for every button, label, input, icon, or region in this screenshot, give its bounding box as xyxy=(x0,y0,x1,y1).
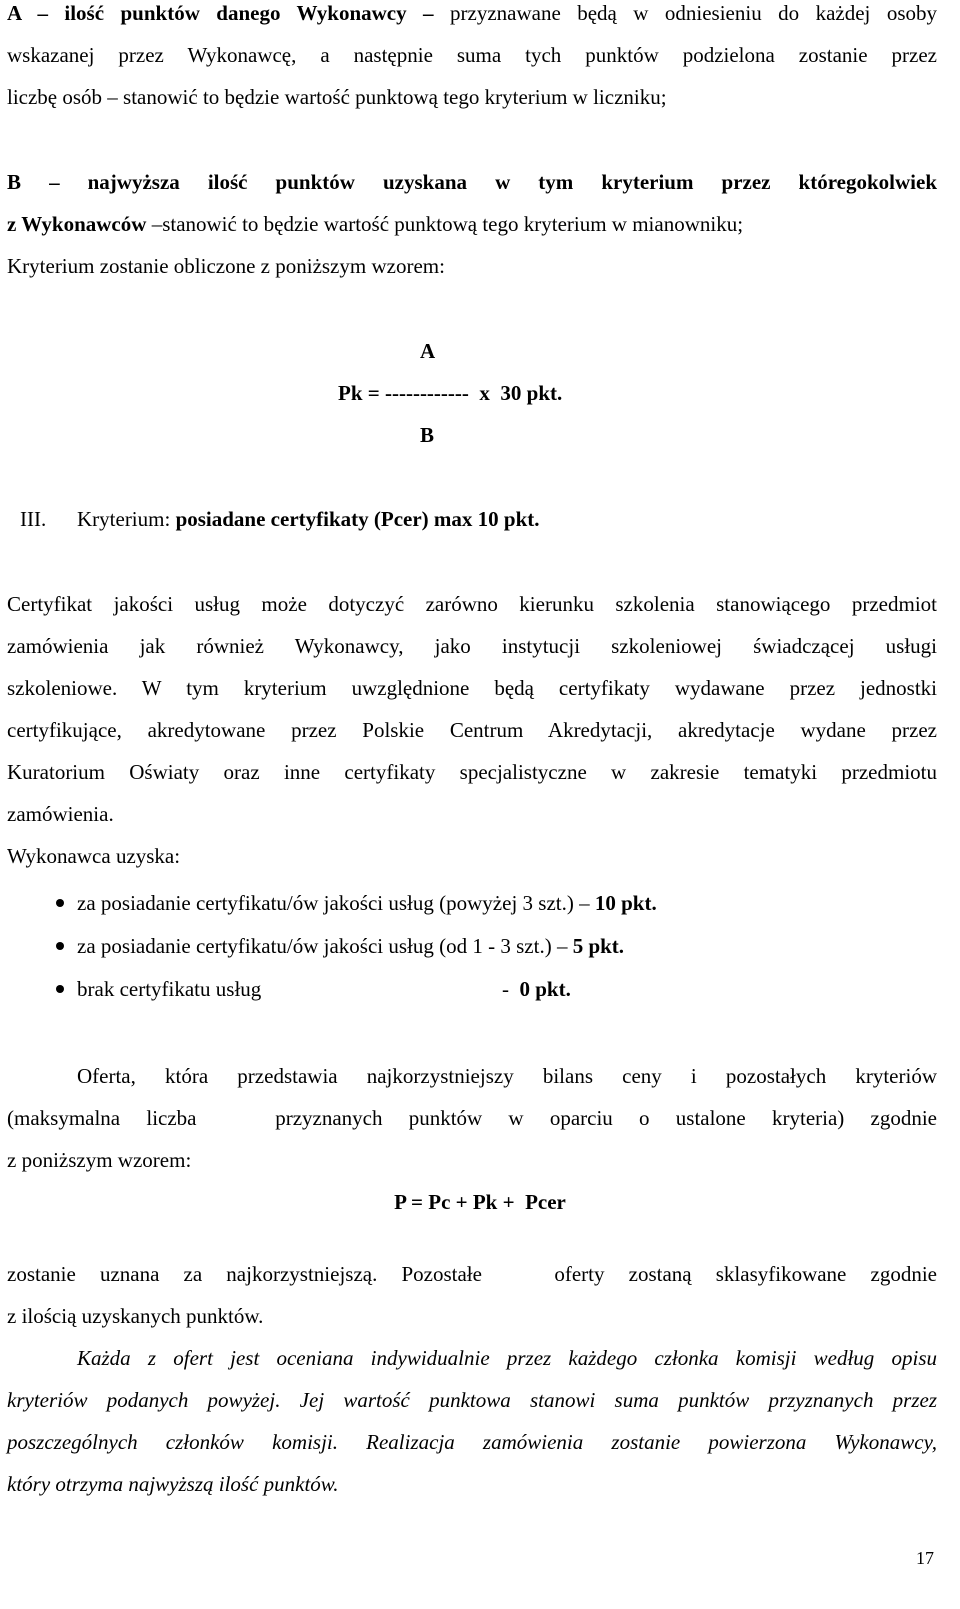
page-number: 17 xyxy=(916,1548,934,1568)
formula-denominator: B xyxy=(420,423,435,447)
bullet-icon xyxy=(56,942,64,950)
document-page: A – ilość punktów danego Wykonawcy – przyznawane będą w odniesieniu do każdej osoby wskazanej przez Wykonawcę, a następnie suma tych punktów podzielona zostanie przez liczbę osób – stanowić to będzie wartość punktową tego kryterium w liczniku; B – najwyższa ilość punktów uzyskana w tym kryterium przez któregokolwiek z Wykonawców –stanowić to będzie wartość punktową tego kryterium w mianowniku; Kryterium zostanie obliczone z poniższym wzorem: A Pk = ------------ x 30 pkt. B III. Kryterium: posiadane certyfikaty (Pcer) max 10 pkt. Certyfikat jakości usług może dotyczyć zarówno kierunku szkolenia stanowiącego przedmiot zamówienia jak również Wykonawcy, jako instytucji szkoleniowej świadczącej usługi szkoleniowe. W tym kryterium uwzględnione będą certyfikaty wydawane przez jednostki certyfikujące, akredytowane przez Polskie Centrum Akredytacji, akredytacje wydane przez Kuratorium Oświaty oraz inne certyfikaty specjalistyczne w zakresie tematyki przedmiotu zamówienia. Wykonawca uzyska: za posiadanie certyfikatu/ów jakości usług (powyżej 3 szt.) – 10 pkt. za posiadanie certyfikatu/ów jakości usług (od 1 - 3 szt.) – 5 pkt. brak certyfikatu usług - 0 pkt. Oferta, która przedstawia najkorzystniejszy bilans ceny i pozostałych kryteriów (maksymalna liczba przyznanych punktów w oparciu o ustalone kryteria) zgodnie z poniższym wzorem: P = Pc + Pk + Pcer zostanie uznana za najkorzystniejszą. Pozostałe oferty zostaną sklasyfikowane zgodnie z ilością uzyskanych punktów. Każda z ofert jest oceniana indywidualnie przez każdego członka komisji według opisu kryteriów podanych powyżej. Jej wartość punktowa stanowi suma punktów przyznanych przez poszczególnych członków komisji. Realizacja zamówienia zostanie powierzona Wykonawcy, który otrzyma najwyższą ilość punktów. 17 xyxy=(0,0,960,1609)
paragraph-b-line3: Kryterium zostanie obliczone z poniższym wzorem: xyxy=(7,254,445,278)
list-item: brak certyfikatu usług - 0 pkt. xyxy=(7,974,707,1004)
formula-equation: Pk = ------------ x 30 pkt. xyxy=(338,381,563,405)
evaluation-paragraph xyxy=(7,1337,937,1505)
evaluation-line2: kryteriów podanych powyżej. Jej wartość punktowa stanowi suma punktów przyznanych przez xyxy=(7,1388,937,1412)
formula-p: P = Pc + Pk + Pcer xyxy=(394,1190,566,1214)
cert-intro: Wykonawca uzyska: xyxy=(7,844,181,868)
paragraph-a-line3: liczbę osób – stanowić to będzie wartość punktową tego kryterium w liczniku; xyxy=(7,85,667,109)
result-paragraph xyxy=(7,1253,937,1337)
cert-line: certyfikujące, akredytowane przez Polskie Centrum Akredytacji, akredytacje wydane przez xyxy=(7,718,937,742)
evaluation-line3: poszczególnych członków komisji. Realizacja zamówienia zostanie powierzona Wykonawcy, xyxy=(7,1430,937,1454)
bullet-icon xyxy=(56,985,64,993)
evaluation-line1: Każda z ofert jest oceniana indywidualnie przez każdego członka komisji według opisu xyxy=(77,1346,937,1370)
offer-line1: Oferta, która przedstawia najkorzystniejszy bilans ceny i pozostałych kryteriów xyxy=(77,1064,937,1088)
paragraph-b-line2: z Wykonawców –stanowić to będzie wartość punktową tego kryterium w mianowniku; xyxy=(7,212,744,236)
result-line2: z ilością uzyskanych punktów. xyxy=(7,1304,264,1328)
section-number: III. xyxy=(20,507,47,531)
paragraph-a-label: A – ilość punktów danego Wykonawcy – xyxy=(7,1,434,25)
paragraph-b-label: B – najwyższa ilość punktów uzyskana w tym kryterium przez któregokolwiek xyxy=(7,170,937,194)
offer-line2: (maksymalna liczba przyznanych punktów w oparciu o ustalone kryteria) zgodnie xyxy=(7,1106,937,1130)
bullet-icon xyxy=(56,899,64,907)
cert-line: Kuratorium Oświaty oraz inne certyfikaty specjalistyczne w zakresie tematyki przedmiotu xyxy=(7,760,937,784)
cert-last-line: zamówienia. xyxy=(7,802,114,826)
cert-line: szkoleniowe. W tym kryterium uwzględnione będą certyfikaty wydawane przez jednostki xyxy=(7,676,937,700)
section-title: Kryterium: posiadane certyfikaty (Pcer) max 10 pkt. xyxy=(77,507,540,531)
formula-numerator: A xyxy=(420,339,436,363)
paragraph-b xyxy=(7,161,937,287)
offer-line3: z poniższym wzorem: xyxy=(7,1148,192,1172)
cert-line: zamówienia jak również Wykonawcy, jako instytucji szkoleniowej świadczącej usługi xyxy=(7,634,937,658)
paragraph-a-line2: wskazanej przez Wykonawcę, a następnie suma tych punktów podzielona zostanie przez xyxy=(7,43,937,67)
result-line1: zostanie uznana za najkorzystniejszą. Pozostałe oferty zostaną sklasyfikowane zgodnie xyxy=(7,1262,937,1286)
paragraph-a-line1: A – ilość punktów danego Wykonawcy – przyznawane będą w odniesieniu do każdej osoby xyxy=(7,1,937,25)
offer-paragraph xyxy=(7,1055,937,1181)
certificate-paragraph xyxy=(7,583,937,877)
cert-line: Certyfikat jakości usług może dotyczyć zarówno kierunku szkolenia stanowiącego przedmiot xyxy=(7,592,937,616)
evaluation-line4: który otrzyma najwyższą ilość punktów. xyxy=(7,1472,339,1496)
paragraph-a xyxy=(7,0,937,118)
